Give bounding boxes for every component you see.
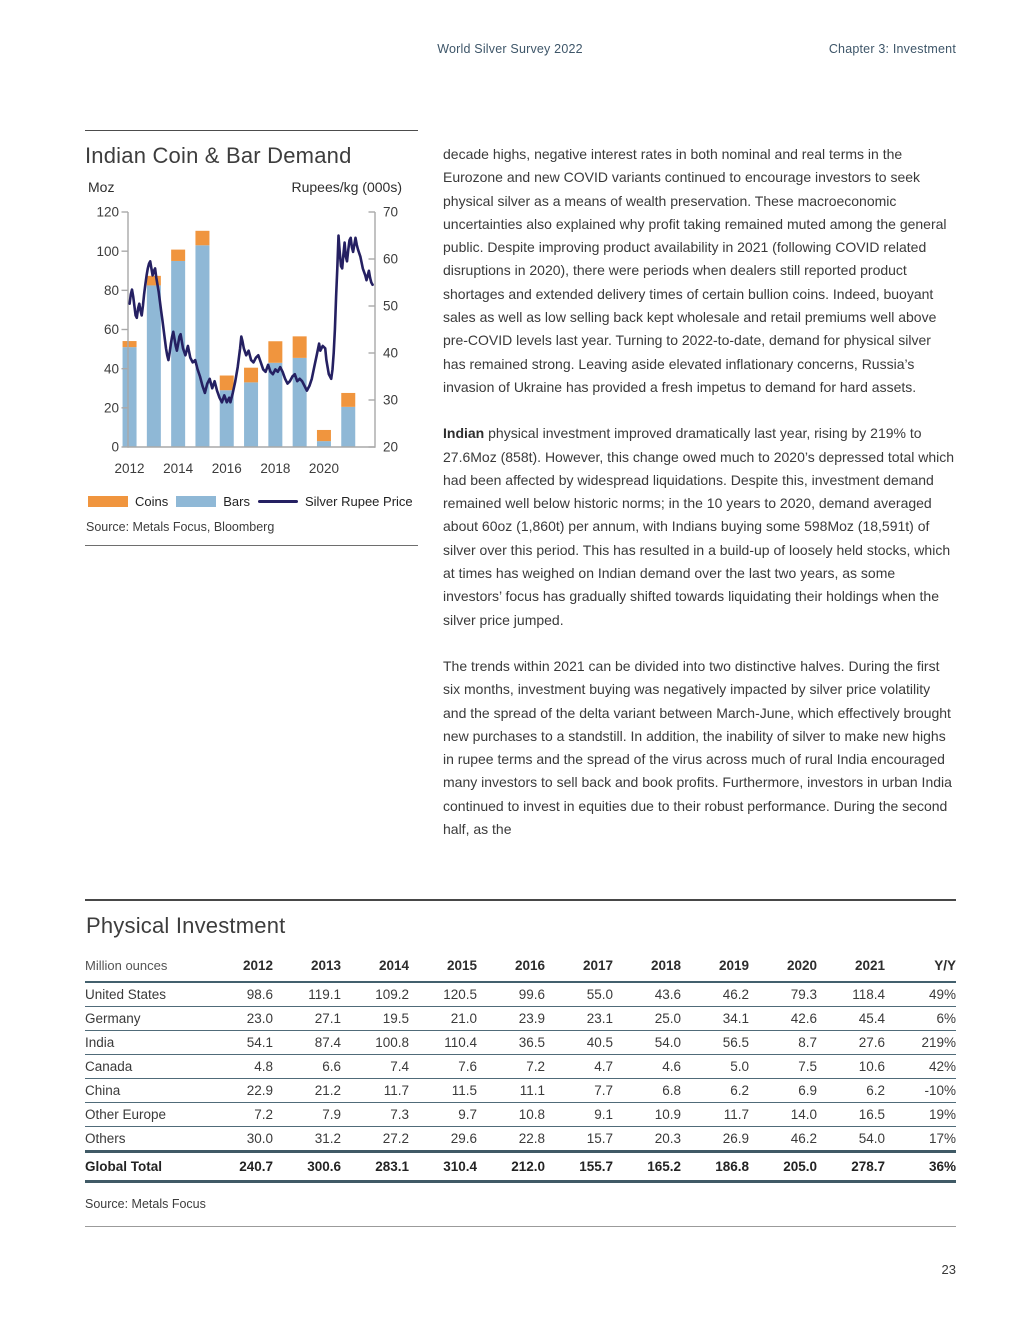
paragraph-2-text: physical investment improved dramatically last year, rising by 219% to 27.6Moz (858t). However, this change owed much to 2020’s depressed total which had been affected by widespread liquidations. Despite this, investment demand remained well below historic norms; in the 10 years to 2020, demand averaged about 60oz (1,860t) per annum, with Indians buying some 598Moz (18,591t) of silver over this period. This has resulted in a build-up of loosely held stocks, which at times has weighed on Indian demand over the last two years, as some investors’ focus has gradually shifted towards liquidating their holdings when the silver price jumped. <box>443 425 955 628</box>
bar-coins-2020 <box>317 430 331 441</box>
cell-value: 7.7 <box>545 1079 613 1103</box>
cell-value: 46.2 <box>749 1127 817 1152</box>
cell-value: 11.5 <box>409 1079 477 1103</box>
bar-coins-2019 <box>293 336 307 358</box>
bar-bars-2013 <box>147 285 161 447</box>
col-header-2016: 2016 <box>477 954 545 982</box>
svg-text:60: 60 <box>383 251 399 267</box>
cell-value: 30.0 <box>205 1127 273 1152</box>
cell-value: 7.5 <box>749 1055 817 1079</box>
bar-bars-2021 <box>341 407 355 447</box>
document-title: World Silver Survey 2022 <box>437 42 583 56</box>
svg-text:120: 120 <box>96 204 119 220</box>
svg-text:40: 40 <box>103 361 119 377</box>
cell-value: 4.7 <box>545 1055 613 1079</box>
cell-value: 10.9 <box>613 1103 681 1127</box>
cell-value: 27.6 <box>817 1031 885 1055</box>
bar-bars-2014 <box>171 261 185 447</box>
cell-value: 120.5 <box>409 982 477 1007</box>
table-row-others <box>85 1127 956 1152</box>
bar-coins-2018 <box>268 341 282 363</box>
row-label: Others <box>85 1127 205 1152</box>
cell-value: 36.5 <box>477 1031 545 1055</box>
cell-value: 7.2 <box>205 1103 273 1127</box>
legend-item-bars <box>176 494 250 509</box>
col-header-2017: 2017 <box>545 954 613 982</box>
cell-value: 56.5 <box>681 1031 749 1055</box>
bar-bars-2018 <box>268 363 282 447</box>
table-row-united-states <box>85 982 956 1007</box>
page-number: 23 <box>941 1262 956 1277</box>
row-label: Other Europe <box>85 1103 205 1127</box>
svg-text:100: 100 <box>96 243 119 259</box>
bar-coins-2016 <box>220 376 234 391</box>
cell-value: 15.7 <box>545 1127 613 1152</box>
paragraph-2 <box>443 422 957 632</box>
bar-coins-2017 <box>244 368 258 383</box>
cell-value: 21.2 <box>273 1079 341 1103</box>
cell-value: 9.7 <box>409 1103 477 1127</box>
chart-source: Source: Metals Focus, Bloomberg <box>86 520 275 534</box>
bar-bars-2020 <box>317 441 331 447</box>
bar-coins-2014 <box>171 250 185 261</box>
svg-text:2012: 2012 <box>114 461 145 476</box>
paragraph-2-lead: Indian <box>443 425 485 442</box>
table-row-global-total <box>85 1152 956 1182</box>
cell-value: 7.3 <box>341 1103 409 1127</box>
col-header-2013: 2013 <box>273 954 341 982</box>
cell-value: 300.6 <box>273 1152 341 1182</box>
bars-swatch-icon <box>176 496 216 507</box>
cell-value: 118.4 <box>817 982 885 1007</box>
svg-text:60: 60 <box>103 322 119 338</box>
cell-value: 54.0 <box>613 1031 681 1055</box>
row-label: Germany <box>85 1007 205 1031</box>
cell-value: 23.1 <box>545 1007 613 1031</box>
cell-value: -10% <box>885 1079 956 1103</box>
cell-value: 6.6 <box>273 1055 341 1079</box>
svg-text:2018: 2018 <box>260 461 291 476</box>
cell-value: 310.4 <box>409 1152 477 1182</box>
cell-value: 7.9 <box>273 1103 341 1127</box>
cell-value: 4.8 <box>205 1055 273 1079</box>
cell-value: 7.6 <box>409 1055 477 1079</box>
cell-value: 23.9 <box>477 1007 545 1031</box>
legend-item-coins <box>88 494 168 509</box>
cell-value: 22.8 <box>477 1127 545 1152</box>
chart-title: Indian Coin & Bar Demand <box>85 143 352 168</box>
bar-coins-2021 <box>341 393 355 407</box>
svg-text:20: 20 <box>383 439 399 455</box>
legend-label-bars: Bars <box>223 494 250 509</box>
cell-value: 165.2 <box>613 1152 681 1182</box>
cell-value: 22.9 <box>205 1079 273 1103</box>
svg-text:0: 0 <box>111 439 119 455</box>
col-header-2015: 2015 <box>409 954 477 982</box>
cell-value: 45.4 <box>817 1007 885 1031</box>
col-header-2018: 2018 <box>613 954 681 982</box>
cell-value: 100.8 <box>341 1031 409 1055</box>
cell-value: 7.4 <box>341 1055 409 1079</box>
cell-value: 186.8 <box>681 1152 749 1182</box>
cell-value: 27.2 <box>341 1127 409 1152</box>
chapter-label: Chapter 3: Investment <box>828 42 956 56</box>
cell-value: 98.6 <box>205 982 273 1007</box>
cell-value: 29.6 <box>409 1127 477 1152</box>
legend-label-coins: Coins <box>135 494 169 509</box>
cell-value: 6.2 <box>817 1079 885 1103</box>
bar-bars-2019 <box>293 358 307 447</box>
bar-bars-2017 <box>244 382 258 447</box>
cell-value: 55.0 <box>545 982 613 1007</box>
table-row-germany <box>85 1007 956 1031</box>
cell-value: 212.0 <box>477 1152 545 1182</box>
cell-value: 79.3 <box>749 982 817 1007</box>
col-header-2012: 2012 <box>205 954 273 982</box>
cell-value: 40.5 <box>545 1031 613 1055</box>
table-row-other-europe <box>85 1103 956 1127</box>
col-header-2020: 2020 <box>749 954 817 982</box>
col-header-2014: 2014 <box>341 954 409 982</box>
cell-value: 278.7 <box>817 1152 885 1182</box>
cell-value: 14.0 <box>749 1103 817 1127</box>
table-title: Physical Investment <box>86 913 286 938</box>
paragraph-3 <box>443 655 957 841</box>
unit-label: Million ounces <box>85 954 205 982</box>
indian-demand-chart <box>85 191 418 491</box>
cell-value: 20.3 <box>613 1127 681 1152</box>
svg-text:40: 40 <box>383 345 399 361</box>
cell-value: 17% <box>885 1127 956 1152</box>
cell-value: 8.7 <box>749 1031 817 1055</box>
svg-text:80: 80 <box>103 283 119 299</box>
cell-value: 7.2 <box>477 1055 545 1079</box>
col-header-2019: 2019 <box>681 954 749 982</box>
table-header-row <box>85 954 956 982</box>
table-source: Source: Metals Focus <box>85 1197 206 1211</box>
cell-value: 46.2 <box>681 982 749 1007</box>
paragraph-1-text: decade highs, negative interest rates in both nominal and real terms in the Eurozone and new COVID variants continued to encourage investors to seek physical silver as a means of wealth preservation. These macroeconomic uncertainties also explained why profit taking remained muted among the general public. Despite improving product availability in 2021 (following COVID related disruptions in 2020), there were periods when dealers still reported product shortages and extended delivery times of certain bullion coins. Indeed, buoyant sales as well as low selling back kept wholesale and retail premiums well above pre-COVID levels last year. Turning to 2022-to-date, demand for physical silver has remained strong. Leaving aside elevated inflationary concerns, Russia’s invasion of Ukraine has provided a fresh impetus to demand for hard assets. <box>443 146 947 395</box>
cell-value: 23.0 <box>205 1007 273 1031</box>
cell-value: 19% <box>885 1103 956 1127</box>
cell-value: 219% <box>885 1031 956 1055</box>
bar-bars-2012 <box>123 347 137 447</box>
bar-coins-2013 <box>147 276 161 286</box>
right-axis-title: Rupees/kg (000s) <box>291 179 402 195</box>
cell-value: 27.1 <box>273 1007 341 1031</box>
col-header-yy: Y/Y <box>885 954 956 982</box>
cell-value: 9.1 <box>545 1103 613 1127</box>
paragraph-1 <box>443 143 957 399</box>
cell-value: 205.0 <box>749 1152 817 1182</box>
cell-value: 10.6 <box>817 1055 885 1079</box>
cell-value: 283.1 <box>341 1152 409 1182</box>
cell-value: 6% <box>885 1007 956 1031</box>
row-label: India <box>85 1031 205 1055</box>
row-label: China <box>85 1079 205 1103</box>
cell-value: 99.6 <box>477 982 545 1007</box>
table-row-china <box>85 1079 956 1103</box>
cell-value: 110.4 <box>409 1031 477 1055</box>
svg-text:30: 30 <box>383 392 399 408</box>
svg-text:50: 50 <box>383 298 399 314</box>
cell-value: 87.4 <box>273 1031 341 1055</box>
chart-legend <box>88 494 413 509</box>
paragraph-3-text: The trends within 2021 can be divided into two distinctive halves. During the first six months, investment buying was negatively impacted by silver price volatility and the spread of the delta variant between March-June, which effectively brought new purchases to a standstill. In addition, the inability of silver to make new highs in rupee terms and the spread of the virus across much of rural India encouraged many investors to sell back and book profits. Furthermore, investors in urban India continued to invest in equities due to their robust performance. During the second half, as the <box>443 657 952 838</box>
article-body <box>443 143 957 864</box>
svg-text:20: 20 <box>103 400 119 416</box>
physical-investment-table <box>85 954 956 1183</box>
cell-value: 19.5 <box>341 1007 409 1031</box>
table-row-canada <box>85 1055 956 1079</box>
physical-investment-section <box>85 899 956 1227</box>
cell-value: 34.1 <box>681 1007 749 1031</box>
cell-value: 240.7 <box>205 1152 273 1182</box>
cell-value: 6.8 <box>613 1079 681 1103</box>
row-label: Canada <box>85 1055 205 1079</box>
cell-value: 6.2 <box>681 1079 749 1103</box>
cell-value: 54.0 <box>817 1127 885 1152</box>
cell-value: 4.6 <box>613 1055 681 1079</box>
cell-value: 119.1 <box>273 982 341 1007</box>
table-row-india <box>85 1031 956 1055</box>
cell-value: 11.1 <box>477 1079 545 1103</box>
coins-swatch-icon <box>88 496 128 507</box>
cell-value: 42.6 <box>749 1007 817 1031</box>
cell-value: 10.8 <box>477 1103 545 1127</box>
cell-value: 49% <box>885 982 956 1007</box>
cell-value: 16.5 <box>817 1103 885 1127</box>
cell-value: 109.2 <box>341 982 409 1007</box>
cell-value: 25.0 <box>613 1007 681 1031</box>
row-label: United States <box>85 982 205 1007</box>
svg-text:2020: 2020 <box>308 461 339 476</box>
cell-value: 6.9 <box>749 1079 817 1103</box>
cell-value: 155.7 <box>545 1152 613 1182</box>
svg-text:70: 70 <box>383 204 399 220</box>
cell-value: 43.6 <box>613 982 681 1007</box>
cell-value: 11.7 <box>341 1079 409 1103</box>
bar-coins-2015 <box>195 231 209 245</box>
cell-value: 36% <box>885 1152 956 1182</box>
cell-value: 26.9 <box>681 1127 749 1152</box>
col-header-2021: 2021 <box>817 954 885 982</box>
legend-label-price: Silver Rupee Price <box>304 494 413 509</box>
cell-value: 11.7 <box>681 1103 749 1127</box>
row-label: Global Total <box>85 1152 205 1182</box>
price-line-swatch-icon <box>258 500 298 503</box>
svg-text:2014: 2014 <box>163 461 194 476</box>
bar-bars-2015 <box>195 245 209 447</box>
cell-value: 31.2 <box>273 1127 341 1152</box>
cell-value: 54.1 <box>205 1031 273 1055</box>
cell-value: 21.0 <box>409 1007 477 1031</box>
left-axis-title: Moz <box>88 179 115 195</box>
svg-text:2016: 2016 <box>211 461 242 476</box>
cell-value: 5.0 <box>681 1055 749 1079</box>
bar-coins-2012 <box>123 341 137 347</box>
legend-item-price <box>258 494 413 509</box>
indian-coin-bar-demand-chart-block <box>85 130 418 546</box>
cell-value: 42% <box>885 1055 956 1079</box>
